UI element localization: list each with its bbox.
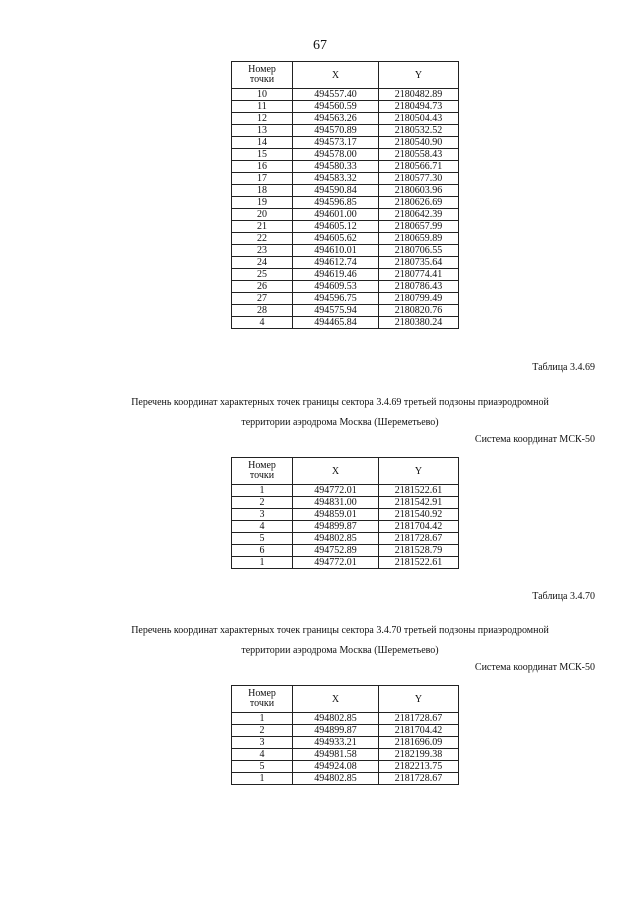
- cell-x: 494924.08: [293, 761, 379, 773]
- caption-3-4-69: [80, 393, 600, 433]
- table-row: [232, 245, 459, 257]
- table-row: [232, 209, 459, 221]
- cell-point-number: 5: [232, 761, 293, 773]
- cell-x: 494605.62: [293, 233, 379, 245]
- cell-x: 494596.85: [293, 197, 379, 209]
- cell-point-number: 1: [232, 485, 293, 497]
- header-x: X: [293, 458, 379, 485]
- cell-y: 2180799.49: [379, 293, 459, 305]
- cell-x: 494583.32: [293, 173, 379, 185]
- cell-x: 494610.01: [293, 245, 379, 257]
- table-row: [232, 269, 459, 281]
- cell-y: 2180786.43: [379, 281, 459, 293]
- cell-x: 494575.94: [293, 305, 379, 317]
- cell-point-number: 14: [232, 137, 293, 149]
- caption-3-4-70: [80, 621, 600, 661]
- header-x: X: [293, 62, 379, 89]
- coordinate-system-label: Система координат МСК-50: [474, 662, 595, 673]
- cell-x: 494573.17: [293, 137, 379, 149]
- cell-y: 2180532.52: [379, 125, 459, 137]
- table-row: [232, 761, 459, 773]
- table-row: [232, 305, 459, 317]
- cell-point-number: 18: [232, 185, 293, 197]
- table-row: [232, 113, 459, 125]
- cell-point-number: 10: [232, 89, 293, 101]
- table-row: [232, 317, 459, 329]
- cell-y: 2181522.61: [379, 485, 459, 497]
- cell-point-number: 24: [232, 257, 293, 269]
- table-row: [232, 125, 459, 137]
- table-row: [232, 185, 459, 197]
- header-num-line2: точки: [249, 74, 275, 85]
- cell-x: 494831.00: [293, 497, 379, 509]
- cell-point-number: 19: [232, 197, 293, 209]
- table-label-3-4-69: Таблица 3.4.69: [532, 362, 595, 373]
- cell-x: 494465.84: [293, 317, 379, 329]
- table-label-3-4-70: Таблица 3.4.70: [532, 591, 595, 602]
- header-point-number: [232, 686, 293, 713]
- cell-x: 494578.00: [293, 149, 379, 161]
- cell-point-number: 1: [232, 773, 293, 785]
- cell-point-number: 4: [232, 521, 293, 533]
- table-row: [232, 293, 459, 305]
- header-y: Y: [379, 458, 459, 485]
- cell-y: 2180735.64: [379, 257, 459, 269]
- cell-y: 2182199.38: [379, 749, 459, 761]
- cell-point-number: 3: [232, 509, 293, 521]
- cell-point-number: 27: [232, 293, 293, 305]
- table-row: [232, 281, 459, 293]
- cell-x: 494609.53: [293, 281, 379, 293]
- cell-y: 2181542.91: [379, 497, 459, 509]
- cell-point-number: 17: [232, 173, 293, 185]
- table-row: [232, 197, 459, 209]
- cell-point-number: 5: [232, 533, 293, 545]
- table-row: [232, 713, 459, 725]
- table-row: [232, 557, 459, 569]
- cell-y: 2180774.41: [379, 269, 459, 281]
- coordinates-table-continued: [231, 61, 459, 329]
- cell-x: 494802.85: [293, 533, 379, 545]
- cell-point-number: 16: [232, 161, 293, 173]
- cell-y: 2180659.89: [379, 233, 459, 245]
- caption-line2: территории аэродрома Москва (Шереметьево): [241, 417, 439, 428]
- cell-point-number: 20: [232, 209, 293, 221]
- header-num-line2: точки: [249, 470, 275, 481]
- cell-y: 2180706.55: [379, 245, 459, 257]
- cell-y: 2180482.89: [379, 89, 459, 101]
- cell-y: 2180820.76: [379, 305, 459, 317]
- cell-y: 2181528.79: [379, 545, 459, 557]
- table-row: [232, 497, 459, 509]
- cell-x: 494605.12: [293, 221, 379, 233]
- cell-point-number: 2: [232, 725, 293, 737]
- table-header-row: [232, 62, 459, 89]
- cell-point-number: 4: [232, 749, 293, 761]
- cell-y: 2180577.30: [379, 173, 459, 185]
- cell-x: 494612.74: [293, 257, 379, 269]
- cell-x: 494981.58: [293, 749, 379, 761]
- table-row: [232, 257, 459, 269]
- cell-x: 494557.40: [293, 89, 379, 101]
- cell-point-number: 25: [232, 269, 293, 281]
- cell-point-number: 4: [232, 317, 293, 329]
- header-num-line2: точки: [249, 698, 275, 709]
- cell-y: 2181704.42: [379, 521, 459, 533]
- table-row: [232, 221, 459, 233]
- header-y: Y: [379, 686, 459, 713]
- cell-y: 2180504.43: [379, 113, 459, 125]
- header-y: Y: [379, 62, 459, 89]
- table-row: [232, 101, 459, 113]
- cell-y: 2180566.71: [379, 161, 459, 173]
- cell-x: 494596.75: [293, 293, 379, 305]
- cell-y: 2181728.67: [379, 533, 459, 545]
- caption-line1: Перечень координат характерных точек границы сектора 3.4.69 третьей подзоны приаэродромной: [131, 397, 549, 408]
- header-num-line1: Номер: [248, 64, 276, 75]
- cell-point-number: 11: [232, 101, 293, 113]
- cell-point-number: 1: [232, 713, 293, 725]
- cell-y: 2181728.67: [379, 773, 459, 785]
- table-row: [232, 173, 459, 185]
- cell-y: 2181728.67: [379, 713, 459, 725]
- header-num-line1: Номер: [248, 688, 276, 699]
- coordinates-table-3-4-69: [231, 457, 459, 569]
- coordinates-table-3-4-70: [231, 685, 459, 785]
- table-row: [232, 149, 459, 161]
- cell-y: 2180540.90: [379, 137, 459, 149]
- cell-x: 494580.33: [293, 161, 379, 173]
- table-row: [232, 137, 459, 149]
- table-row: [232, 773, 459, 785]
- cell-x: 494752.89: [293, 545, 379, 557]
- cell-y: 2182213.75: [379, 761, 459, 773]
- table-row: [232, 509, 459, 521]
- cell-y: 2181696.09: [379, 737, 459, 749]
- cell-y: 2180558.43: [379, 149, 459, 161]
- cell-point-number: 13: [232, 125, 293, 137]
- cell-x: 494563.26: [293, 113, 379, 125]
- header-num-line1: Номер: [248, 460, 276, 471]
- table-header-row: [232, 458, 459, 485]
- cell-point-number: 2: [232, 497, 293, 509]
- cell-x: 494772.01: [293, 557, 379, 569]
- cell-point-number: 15: [232, 149, 293, 161]
- cell-y: 2181522.61: [379, 557, 459, 569]
- table-row: [232, 545, 459, 557]
- cell-x: 494859.01: [293, 509, 379, 521]
- table-row: [232, 485, 459, 497]
- cell-y: 2180642.39: [379, 209, 459, 221]
- header-point-number: [232, 62, 293, 89]
- coordinate-system-label: Система координат МСК-50: [474, 434, 595, 445]
- cell-point-number: 28: [232, 305, 293, 317]
- table-row: [232, 89, 459, 101]
- cell-point-number: 6: [232, 545, 293, 557]
- header-point-number: [232, 458, 293, 485]
- cell-x: 494590.84: [293, 185, 379, 197]
- cell-y: 2180603.96: [379, 185, 459, 197]
- cell-x: 494619.46: [293, 269, 379, 281]
- cell-y: 2181540.92: [379, 509, 459, 521]
- table-row: [232, 737, 459, 749]
- table-row: [232, 749, 459, 761]
- cell-point-number: 3: [232, 737, 293, 749]
- cell-x: 494933.21: [293, 737, 379, 749]
- table-header-row: [232, 686, 459, 713]
- cell-y: 2180657.99: [379, 221, 459, 233]
- cell-point-number: 26: [232, 281, 293, 293]
- cell-x: 494802.85: [293, 773, 379, 785]
- cell-point-number: 1: [232, 557, 293, 569]
- cell-y: 2180380.24: [379, 317, 459, 329]
- cell-x: 494899.87: [293, 521, 379, 533]
- cell-y: 2180626.69: [379, 197, 459, 209]
- table-row: [232, 233, 459, 245]
- page-number: 67: [313, 38, 327, 53]
- table-row: [232, 161, 459, 173]
- table-row: [232, 533, 459, 545]
- table-row: [232, 521, 459, 533]
- cell-x: 494601.00: [293, 209, 379, 221]
- cell-x: 494560.59: [293, 101, 379, 113]
- cell-x: 494772.01: [293, 485, 379, 497]
- cell-point-number: 23: [232, 245, 293, 257]
- caption-line1: Перечень координат характерных точек границы сектора 3.4.70 третьей подзоны приаэродромной: [131, 625, 549, 636]
- table-row: [232, 725, 459, 737]
- cell-point-number: 12: [232, 113, 293, 125]
- caption-line2: территории аэродрома Москва (Шереметьево): [241, 645, 439, 656]
- header-x: X: [293, 686, 379, 713]
- cell-point-number: 21: [232, 221, 293, 233]
- cell-point-number: 22: [232, 233, 293, 245]
- cell-y: 2181704.42: [379, 725, 459, 737]
- cell-x: 494802.85: [293, 713, 379, 725]
- cell-x: 494899.87: [293, 725, 379, 737]
- cell-x: 494570.89: [293, 125, 379, 137]
- cell-y: 2180494.73: [379, 101, 459, 113]
